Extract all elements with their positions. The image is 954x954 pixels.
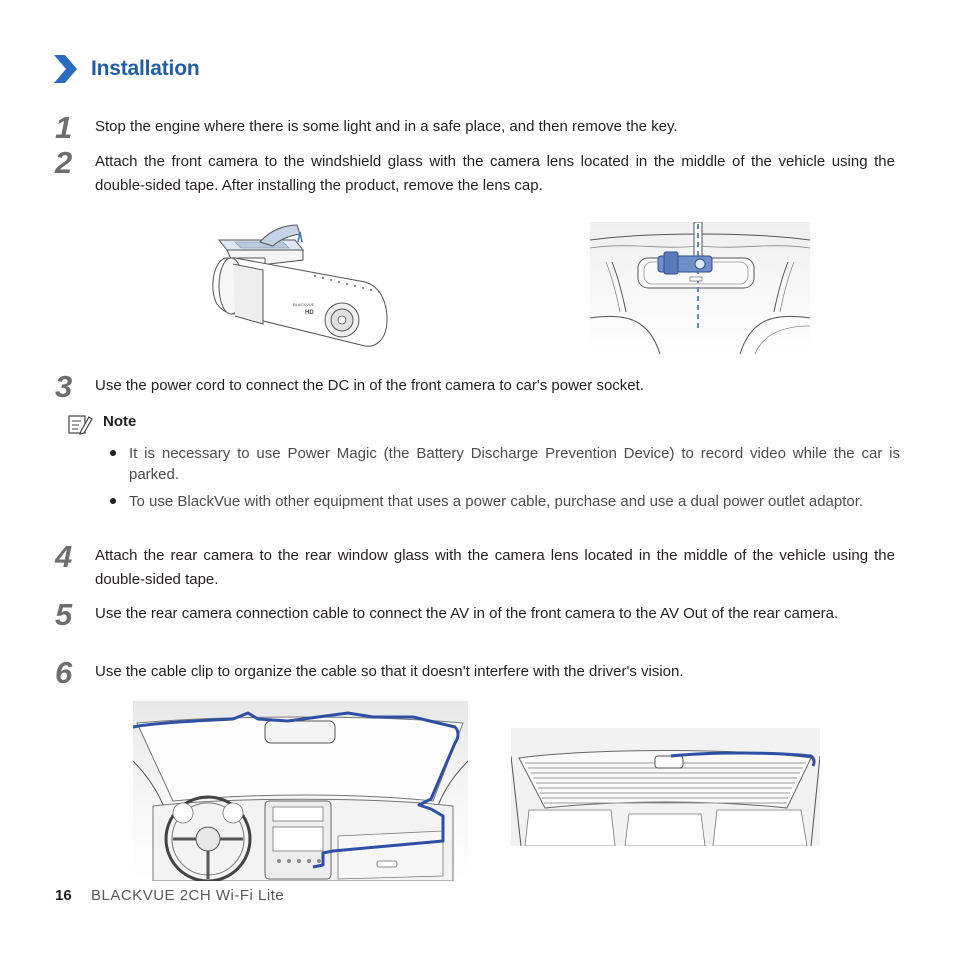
footer-product-name: BLACKVUE 2CH Wi-Fi Lite xyxy=(91,887,285,904)
note-label: Note xyxy=(103,413,137,430)
windshield-center-illustration xyxy=(590,222,810,354)
step-text-2: Attach the front camera to the windshield glass with the camera lens located in the middle of the vehicle using the double-sided tape. After installing the product, remove the lens cap. xyxy=(95,153,895,194)
step-text-4: Attach the rear camera to the rear window glass with the camera lens located in the middle of the vehicle using the double-sided tape. xyxy=(95,547,895,588)
page-number: 16 xyxy=(55,887,72,904)
car-interior-cable-illustration xyxy=(133,701,468,881)
step-text-6: Use the cable clip to organize the cable so that it doesn't interfere with the driver's vision. xyxy=(95,663,684,680)
step-number-2: 2 xyxy=(55,145,73,180)
step-number-1: 1 xyxy=(55,110,73,145)
note-pencil-icon xyxy=(67,413,93,435)
step-number-4: 4 xyxy=(55,539,73,574)
bullet-dot xyxy=(110,498,116,504)
section-title: Installation xyxy=(91,57,200,80)
front-camera-illustration xyxy=(205,220,395,350)
step-text-1: Stop the engine where there is some light and in a safe place, and then remove the key. xyxy=(95,118,678,135)
brand-label: BLACKVUE xyxy=(293,302,315,307)
step-text-5: Use the rear camera connection cable to connect the AV in of the front camera to the AV Out of the rear camera. xyxy=(95,605,839,622)
rear-window-cable-illustration xyxy=(511,728,820,846)
note-bullet-2: To use BlackVue with other equipment that uses a power cable, purchase and use a dual power outlet adaptor. xyxy=(129,493,864,510)
note-bullet-1: It is necessary to use Power Magic (the Battery Discharge Prevention Device) to record video while the car is parked. xyxy=(129,445,900,483)
step-number-5: 5 xyxy=(55,597,73,632)
step-number-3: 3 xyxy=(55,369,73,404)
step-text-3: Use the power cord to connect the DC in of the front camera to car's power socket. xyxy=(95,377,644,394)
step-number-6: 6 xyxy=(55,655,73,690)
bullet-dot xyxy=(110,450,116,456)
hd-label: HD xyxy=(305,310,314,316)
chevron-right-icon xyxy=(52,54,78,84)
